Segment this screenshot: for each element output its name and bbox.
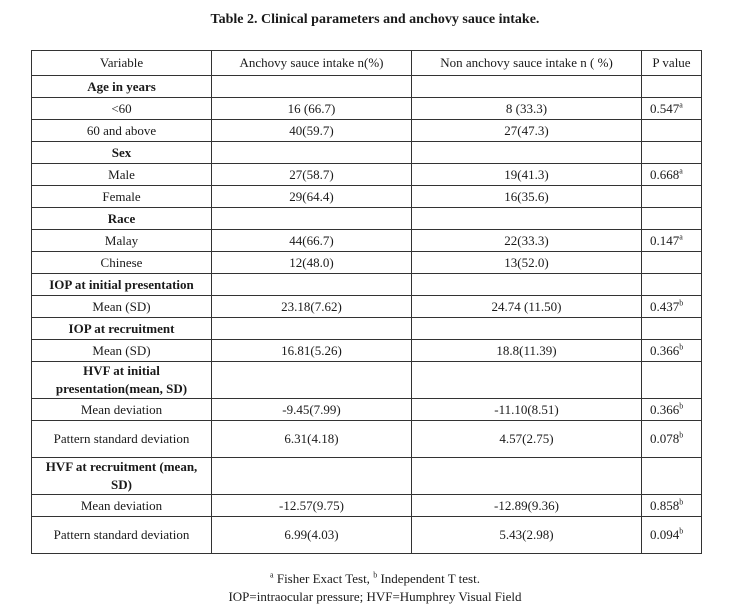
non-anchovy-value: 19(41.3) xyxy=(412,164,642,186)
non-anchovy-value xyxy=(412,76,642,98)
variable-label: 60 and above xyxy=(32,120,212,142)
non-anchovy-value: 13(52.0) xyxy=(412,252,642,274)
header-non-anchovy: Non anchovy sauce intake n ( %) xyxy=(412,51,642,76)
p-value: 0.078 xyxy=(650,431,680,446)
non-anchovy-value: 18.8(11.39) xyxy=(412,340,642,362)
table-row xyxy=(32,296,702,318)
p-value-cell xyxy=(642,296,702,318)
p-value-cell xyxy=(642,421,702,458)
p-value: 0.366 xyxy=(650,401,680,417)
p-value-cell xyxy=(642,517,702,554)
p-value: 0.858 xyxy=(650,497,680,513)
p-value: 0.668 xyxy=(650,166,680,182)
table-row xyxy=(32,164,702,186)
anchovy-value: 16.81(5.26) xyxy=(212,340,412,362)
non-anchovy-value: 8 (33.3) xyxy=(412,98,642,120)
header-anchovy: Anchovy sauce intake n(%) xyxy=(212,51,412,76)
table-row xyxy=(32,399,702,421)
variable-label: <60 xyxy=(32,98,212,120)
p-value-cell xyxy=(642,98,702,120)
variable-label: Pattern standard deviation xyxy=(32,517,212,554)
p-value-cell xyxy=(642,399,702,421)
footnote-a-mark: a xyxy=(270,570,274,580)
header-p-value: P value xyxy=(642,51,702,76)
anchovy-value xyxy=(212,142,412,164)
anchovy-value xyxy=(212,76,412,98)
p-value-cell xyxy=(642,340,702,362)
footnote-b-mark: b xyxy=(373,570,378,580)
anchovy-value: 29(64.4) xyxy=(212,186,412,208)
anchovy-value xyxy=(212,318,412,340)
anchovy-value: 6.99(4.03) xyxy=(212,517,412,554)
variable-label: Chinese xyxy=(32,252,212,274)
non-anchovy-value xyxy=(412,318,642,340)
p-value-cell xyxy=(642,252,702,274)
anchovy-value: 23.18(7.62) xyxy=(212,296,412,318)
p-value-test-mark: b xyxy=(679,401,684,411)
p-value-cell xyxy=(642,274,702,296)
table-row xyxy=(32,274,702,296)
variable-label: Pattern standard deviation xyxy=(32,421,212,458)
variable-label: Female xyxy=(32,186,212,208)
variable-label: Male xyxy=(32,164,212,186)
non-anchovy-value: -11.10(8.51) xyxy=(412,399,642,421)
section-label: Race xyxy=(32,208,212,230)
p-value-test-mark: a xyxy=(679,166,683,176)
anchovy-value xyxy=(212,208,412,230)
p-value: 0.094 xyxy=(650,527,680,542)
non-anchovy-value: -12.89(9.36) xyxy=(412,495,642,517)
p-value-cell xyxy=(642,458,702,495)
p-value-test-mark: b xyxy=(679,298,684,308)
footnote-b-text: Independent T test. xyxy=(377,571,480,586)
anchovy-value xyxy=(212,274,412,296)
p-value: 0.366 xyxy=(650,342,680,358)
table-row xyxy=(32,230,702,252)
p-value: 0.437 xyxy=(650,298,680,314)
anchovy-value: -12.57(9.75) xyxy=(212,495,412,517)
footnote-tests xyxy=(0,571,750,587)
section-label: IOP at recruitment xyxy=(32,318,212,340)
p-value-cell xyxy=(642,76,702,98)
p-value-cell xyxy=(642,495,702,517)
p-value-cell xyxy=(642,362,702,399)
variable-label: Mean deviation xyxy=(32,495,212,517)
table-row xyxy=(32,98,702,120)
variable-label: Malay xyxy=(32,230,212,252)
p-value: 0.547 xyxy=(650,100,680,116)
p-value-cell xyxy=(642,318,702,340)
non-anchovy-value: 4.57(2.75) xyxy=(412,421,642,458)
table-row xyxy=(32,458,702,495)
section-label: HVF at initial presentation(mean, SD) xyxy=(32,362,212,399)
anchovy-value: 16 (66.7) xyxy=(212,98,412,120)
p-value-cell xyxy=(642,164,702,186)
p-value-cell xyxy=(642,186,702,208)
table-caption: Table 2. Clinical parameters and anchovy sauce intake. xyxy=(210,12,540,27)
p-value-test-mark: a xyxy=(679,100,683,110)
anchovy-value: 6.31(4.18) xyxy=(212,421,412,458)
p-value-test-mark: a xyxy=(679,232,683,242)
table-row xyxy=(32,340,702,362)
non-anchovy-value xyxy=(412,362,642,399)
footnote-a-text: Fisher Exact Test, xyxy=(273,571,374,586)
non-anchovy-value xyxy=(412,274,642,296)
p-value-cell xyxy=(642,142,702,164)
header-row xyxy=(32,51,702,76)
non-anchovy-value: 5.43(2.98) xyxy=(412,517,642,554)
table-row xyxy=(32,186,702,208)
anchovy-value: 27(58.7) xyxy=(212,164,412,186)
p-value: 0.147 xyxy=(650,232,680,248)
anchovy-value: -9.45(7.99) xyxy=(212,399,412,421)
non-anchovy-value xyxy=(412,208,642,230)
table-row xyxy=(32,517,702,554)
table-row xyxy=(32,142,702,164)
anchovy-value: 44(66.7) xyxy=(212,230,412,252)
table-row xyxy=(32,120,702,142)
table-body xyxy=(32,76,702,554)
table-row xyxy=(32,421,702,458)
p-value-test-mark: b xyxy=(679,497,684,507)
p-value-test-mark: b xyxy=(679,342,684,352)
variable-label: Mean deviation xyxy=(32,399,212,421)
section-label: Age in years xyxy=(32,76,212,98)
table-row xyxy=(32,362,702,399)
table-row xyxy=(32,208,702,230)
non-anchovy-value: 27(47.3) xyxy=(412,120,642,142)
non-anchovy-value xyxy=(412,458,642,495)
non-anchovy-value: 24.74 (11.50) xyxy=(412,296,642,318)
table-row xyxy=(32,495,702,517)
p-value-test-mark: b xyxy=(679,430,684,440)
variable-label: Mean (SD) xyxy=(32,340,212,362)
variable-label: Mean (SD) xyxy=(32,296,212,318)
non-anchovy-value: 22(33.3) xyxy=(412,230,642,252)
anchovy-value xyxy=(212,458,412,495)
p-value-cell xyxy=(642,208,702,230)
section-label: HVF at recruitment (mean, SD) xyxy=(32,458,212,495)
p-value-cell xyxy=(642,120,702,142)
table-row xyxy=(32,76,702,98)
clinical-parameters-table xyxy=(31,50,702,554)
non-anchovy-value: 16(35.6) xyxy=(412,186,642,208)
anchovy-value: 40(59.7) xyxy=(212,120,412,142)
table-row xyxy=(32,252,702,274)
anchovy-value xyxy=(212,362,412,399)
non-anchovy-value xyxy=(412,142,642,164)
footnote-abbreviations: IOP=intraocular pressure; HVF=Humphrey Visual Field xyxy=(228,589,522,604)
table-row xyxy=(32,318,702,340)
section-label: Sex xyxy=(32,142,212,164)
anchovy-value: 12(48.0) xyxy=(212,252,412,274)
section-label: IOP at initial presentation xyxy=(32,274,212,296)
p-value-test-mark: b xyxy=(679,526,684,536)
p-value-cell xyxy=(642,230,702,252)
header-variable: Variable xyxy=(32,51,212,76)
